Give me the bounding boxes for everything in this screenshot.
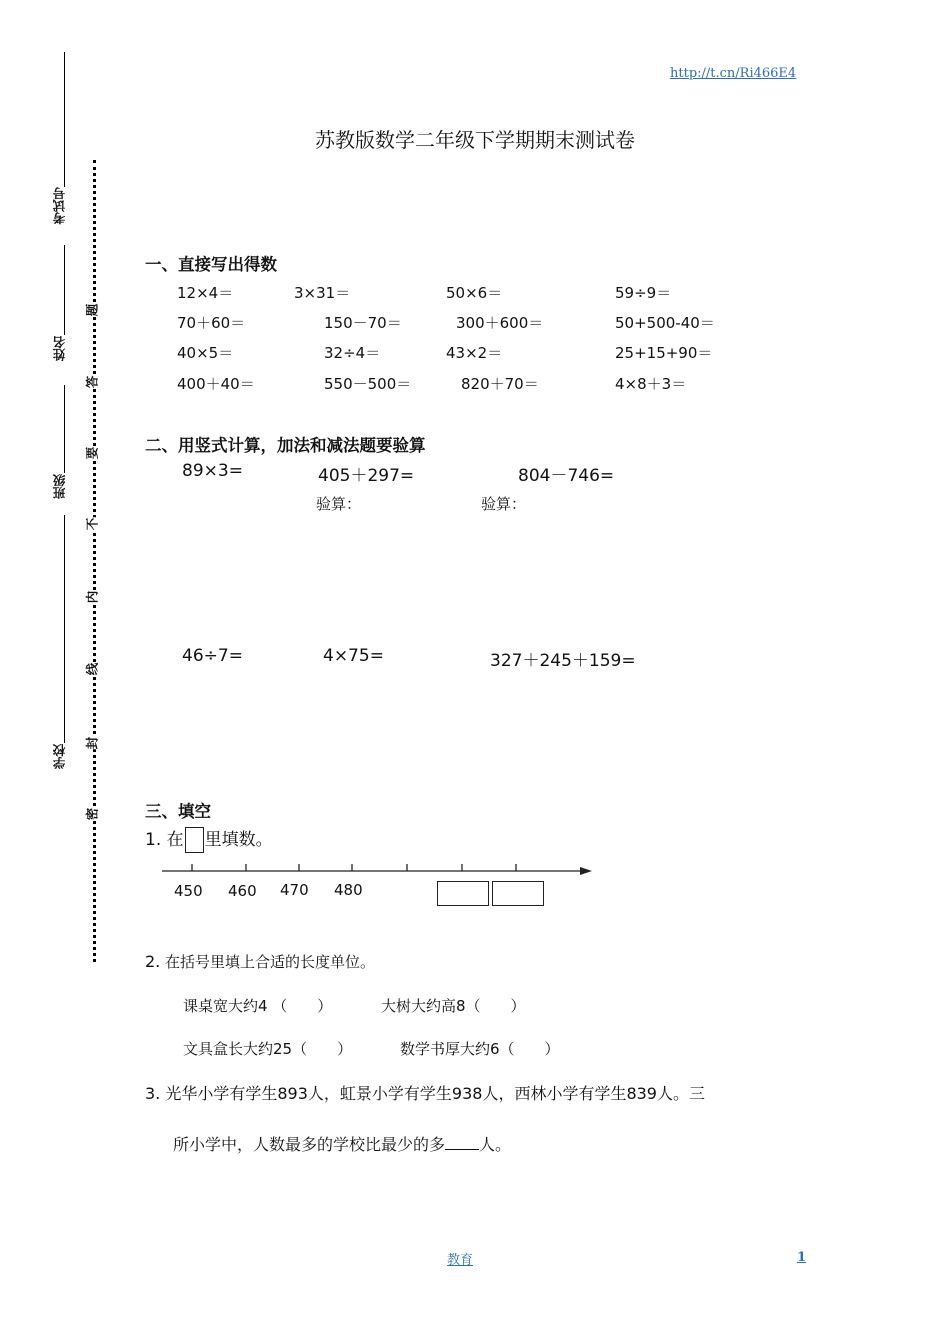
question-number: 3. bbox=[145, 1084, 161, 1103]
calc-item: 70＋60＝ bbox=[177, 314, 246, 332]
calc-item: 4×8＋3＝ bbox=[615, 375, 687, 393]
calc-item: 59÷9＝ bbox=[615, 284, 672, 302]
section1-heading: 一、直接写出得数 bbox=[145, 255, 277, 274]
page-title: 苏教版数学二年级下学期期末测试卷 bbox=[315, 128, 635, 152]
seal-char-2: 答 bbox=[82, 376, 102, 389]
seal-char-5: 内 bbox=[82, 591, 102, 604]
calc-item: 12×4＝ bbox=[177, 284, 234, 302]
section3-heading: 三、填空 bbox=[145, 802, 211, 821]
vertical-calc-item: 327＋245＋159= bbox=[490, 651, 636, 671]
calc-item: 300＋600＝ bbox=[456, 314, 544, 332]
question-text: 光华小学有学生893人，虹景小学有学生938人，西林小学有学生839人。三 bbox=[165, 1084, 705, 1103]
question-number: 1. bbox=[145, 830, 162, 850]
unit-item: 课桌宽大约4 （ ） bbox=[183, 997, 333, 1015]
tick-label: 480 bbox=[334, 881, 363, 899]
calc-item: 43×2＝ bbox=[446, 344, 503, 362]
answer-box-inline bbox=[185, 827, 204, 853]
seal-char-6: 线 bbox=[82, 663, 102, 676]
calc-item: 40×5＝ bbox=[177, 344, 234, 362]
calc-item: 25+15+90＝ bbox=[615, 344, 713, 362]
question-3 bbox=[145, 1081, 705, 1104]
calc-item: 3×31＝ bbox=[294, 284, 351, 302]
footer-link[interactable]: 教育 bbox=[447, 1253, 474, 1268]
tick-label: 450 bbox=[174, 882, 203, 900]
unit-item: 大树大约高8（ ） bbox=[381, 997, 526, 1015]
question-3-line2 bbox=[173, 1132, 511, 1155]
question-2 bbox=[145, 951, 375, 972]
header-url[interactable]: http://t.cn/Ri466E4 bbox=[670, 66, 797, 81]
vertical-calc-item: 4×75= bbox=[323, 646, 384, 666]
fill-blank[interactable] bbox=[445, 1133, 479, 1150]
page-number: 1 bbox=[797, 1250, 807, 1265]
seal-dotted-line bbox=[93, 160, 96, 962]
binding-line-exam-id bbox=[64, 245, 65, 335]
question-text: 所小学中，人数最多的学校比最少的多 bbox=[173, 1135, 446, 1154]
vertical-calc-item: 89×3= bbox=[182, 461, 243, 481]
binding-field-exam-id: 考试号 bbox=[52, 187, 67, 225]
seal-char-1: 题 bbox=[82, 304, 102, 317]
question-text: 在 bbox=[166, 830, 184, 850]
margin-solid-line bbox=[64, 52, 65, 187]
seal-char-8: 密 bbox=[82, 808, 102, 821]
binding-field-class: 班级 bbox=[52, 474, 67, 499]
tick-label: 460 bbox=[228, 882, 257, 900]
calc-item: 50×6＝ bbox=[446, 284, 503, 302]
seal-char-7: 封 bbox=[82, 737, 102, 750]
binding-field-name: 姓名 bbox=[52, 336, 67, 361]
calc-item: 32÷4＝ bbox=[324, 344, 381, 362]
calc-item: 550－500＝ bbox=[324, 375, 412, 393]
unit-item: 文具盒长大约25（ ） bbox=[183, 1040, 353, 1058]
question-text: 在括号里填上合适的长度单位。 bbox=[165, 953, 376, 971]
question-number: 2. bbox=[145, 952, 161, 971]
calc-item: 820＋70＝ bbox=[461, 375, 539, 393]
seal-char-3: 要 bbox=[82, 447, 102, 460]
question-text: 里填数。 bbox=[204, 830, 273, 850]
question-text: 人。 bbox=[479, 1135, 512, 1154]
vertical-calc-item: 804－746= bbox=[518, 466, 615, 486]
binding-field-school: 学校 bbox=[52, 744, 67, 769]
check-label: 验算： bbox=[316, 495, 362, 513]
binding-line-name bbox=[64, 385, 65, 473]
calc-item: 150－70＝ bbox=[324, 314, 402, 332]
calc-item: 400＋40＝ bbox=[177, 375, 255, 393]
question-1 bbox=[145, 825, 273, 853]
answer-box[interactable] bbox=[437, 881, 489, 906]
section2-heading: 二、用竖式计算，加法和减法题要验算 bbox=[145, 436, 426, 455]
binding-line-class bbox=[64, 515, 65, 743]
tick-label: 470 bbox=[280, 881, 309, 899]
check-label: 验算： bbox=[481, 495, 527, 513]
unit-item: 数学书厚大约6（ ） bbox=[400, 1040, 560, 1058]
vertical-calc-item: 405＋297= bbox=[318, 466, 415, 486]
calc-item: 50+500-40＝ bbox=[615, 314, 715, 332]
vertical-calc-item: 46÷7= bbox=[182, 646, 243, 666]
answer-box[interactable] bbox=[492, 881, 544, 906]
seal-char-4: 不 bbox=[82, 518, 102, 531]
